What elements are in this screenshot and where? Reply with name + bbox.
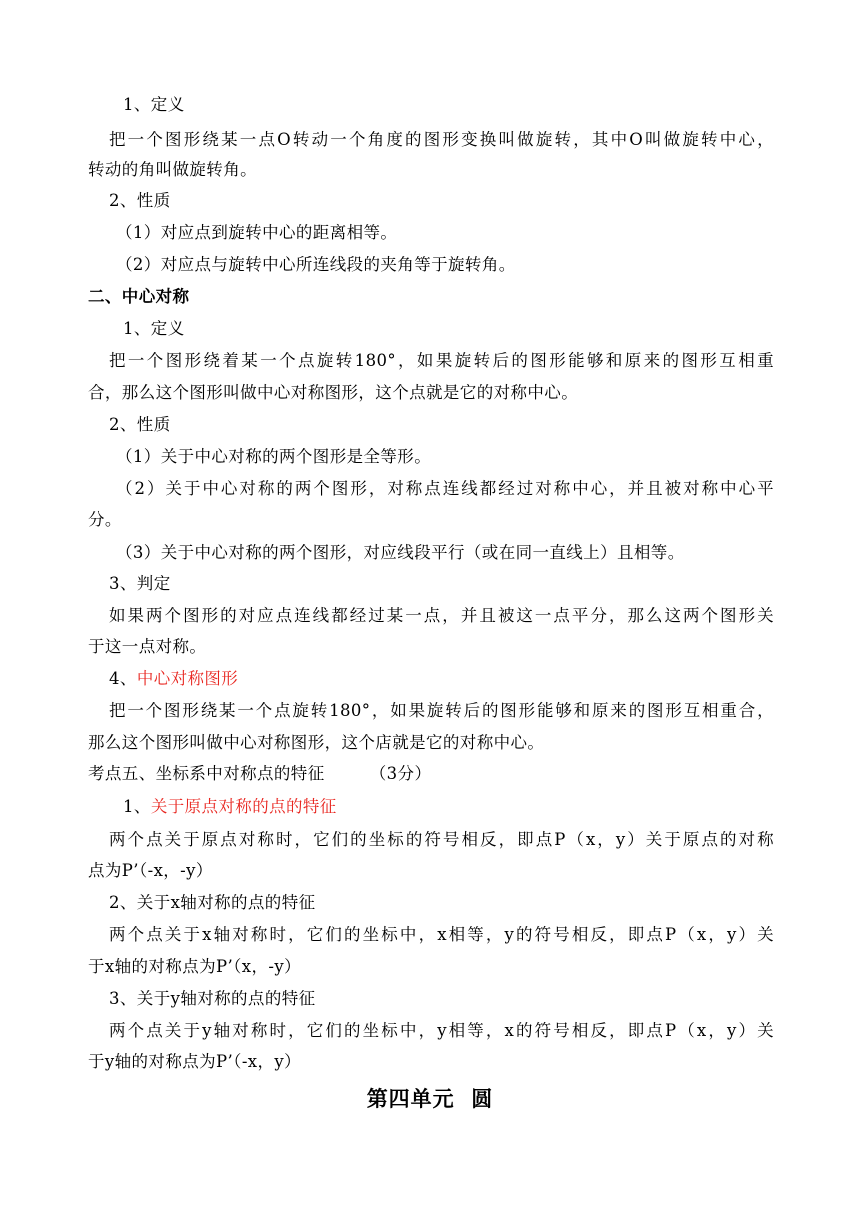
- central-symmetric-figure-line-2: 那么这个图形叫做中心对称图形，这个店就是它的对称中心。: [88, 733, 545, 752]
- rotation-definition-line-1: 把一个图形绕某一点O转动一个角度的图形变换叫做旋转，其中O叫做旋转中心，: [109, 130, 774, 149]
- central-symmetry-definition-line-1: 把一个图形绕着某一个点旋转180°，如果旋转后的图形能够和原来的图形互相重: [109, 351, 774, 370]
- x-axis-symmetry-heading: 2、关于x轴对称的点的特征: [109, 893, 316, 912]
- central-symmetry-property-heading: 2、性质: [109, 415, 171, 434]
- rotation-property-heading: 2、性质: [109, 191, 171, 210]
- rotation-definition-heading: 1、定义: [123, 95, 185, 114]
- central-symmetry-judgement-line-1: 如果两个图形的对应点连线都经过某一点，并且被这一点平分，那么这两个图形关: [109, 606, 774, 625]
- origin-symmetry-heading: [123, 796, 337, 818]
- central-symmetry-property-2-line-2: 分。: [88, 510, 122, 529]
- coordinate-symmetry-heading: 考点五、坐标系中对称点的特征 （3分）: [88, 764, 432, 783]
- chapter-title: 第四单元 圆: [366, 1087, 494, 1111]
- origin-symmetry-line-2: 点为P’（-x，-y）: [88, 861, 213, 880]
- central-symmetry-property-2-line-1: （2）关于中心对称的两个图形，对称点连线都经过对称中心，并且被对称中心平: [116, 479, 774, 498]
- origin-symmetry-line-1: 两个点关于原点对称时，它们的坐标的符号相反，即点P（x，y）关于原点的对称: [109, 830, 774, 849]
- central-symmetry-definition-heading: 1、定义: [123, 319, 185, 338]
- x-axis-symmetry-line-1: 两个点关于x轴对称时，它们的坐标中，x相等，y的符号相反，即点P（x，y）关: [109, 925, 774, 944]
- central-symmetric-figure-line-1: 把一个图形绕某一个点旋转180°，如果旋转后的图形能够和原来的图形互相重合，: [109, 701, 774, 720]
- y-axis-symmetry-line-1: 两个点关于y轴对称时，它们的坐标中，y相等，x的符号相反，即点P（x，y）关: [109, 1021, 774, 1040]
- rotation-definition-line-2: 转动的角叫做旋转角。: [88, 160, 257, 179]
- central-symmetry-property-3: （3）关于中心对称的两个图形，对应线段平行（或在同一直线上）且相等。: [116, 543, 685, 562]
- central-symmetric-figure-heading-number: 4、: [109, 669, 137, 688]
- central-symmetric-figure-heading: [109, 668, 238, 690]
- x-axis-symmetry-line-2: 于x轴的对称点为P’（x，-y）: [88, 957, 302, 976]
- origin-symmetry-heading-text: 关于原点对称的点的特征: [150, 797, 337, 816]
- central-symmetry-heading: 二、中心对称: [88, 287, 190, 306]
- origin-symmetry-heading-number: 1、: [123, 797, 151, 816]
- central-symmetric-figure-heading-text: 中心对称图形: [136, 669, 239, 688]
- central-symmetry-property-1: （1）关于中心对称的两个图形是全等形。: [116, 447, 432, 466]
- y-axis-symmetry-heading: 3、关于y轴对称的点的特征: [109, 989, 316, 1008]
- y-axis-symmetry-line-2: 于y轴的对称点为P’（-x，y）: [88, 1052, 302, 1071]
- central-symmetry-definition-line-2: 合，那么这个图形叫做中心对称图形，这个点就是它的对称中心。: [88, 383, 579, 402]
- central-symmetry-judgement-line-2: 于这一点对称。: [88, 637, 207, 656]
- rotation-property-2: （2）对应点与旋转中心所连线段的夹角等于旋转角。: [116, 255, 516, 274]
- central-symmetry-judgement-heading: 3、判定: [109, 574, 171, 593]
- rotation-property-1: （1）对应点到旋转中心的距离相等。: [116, 223, 398, 242]
